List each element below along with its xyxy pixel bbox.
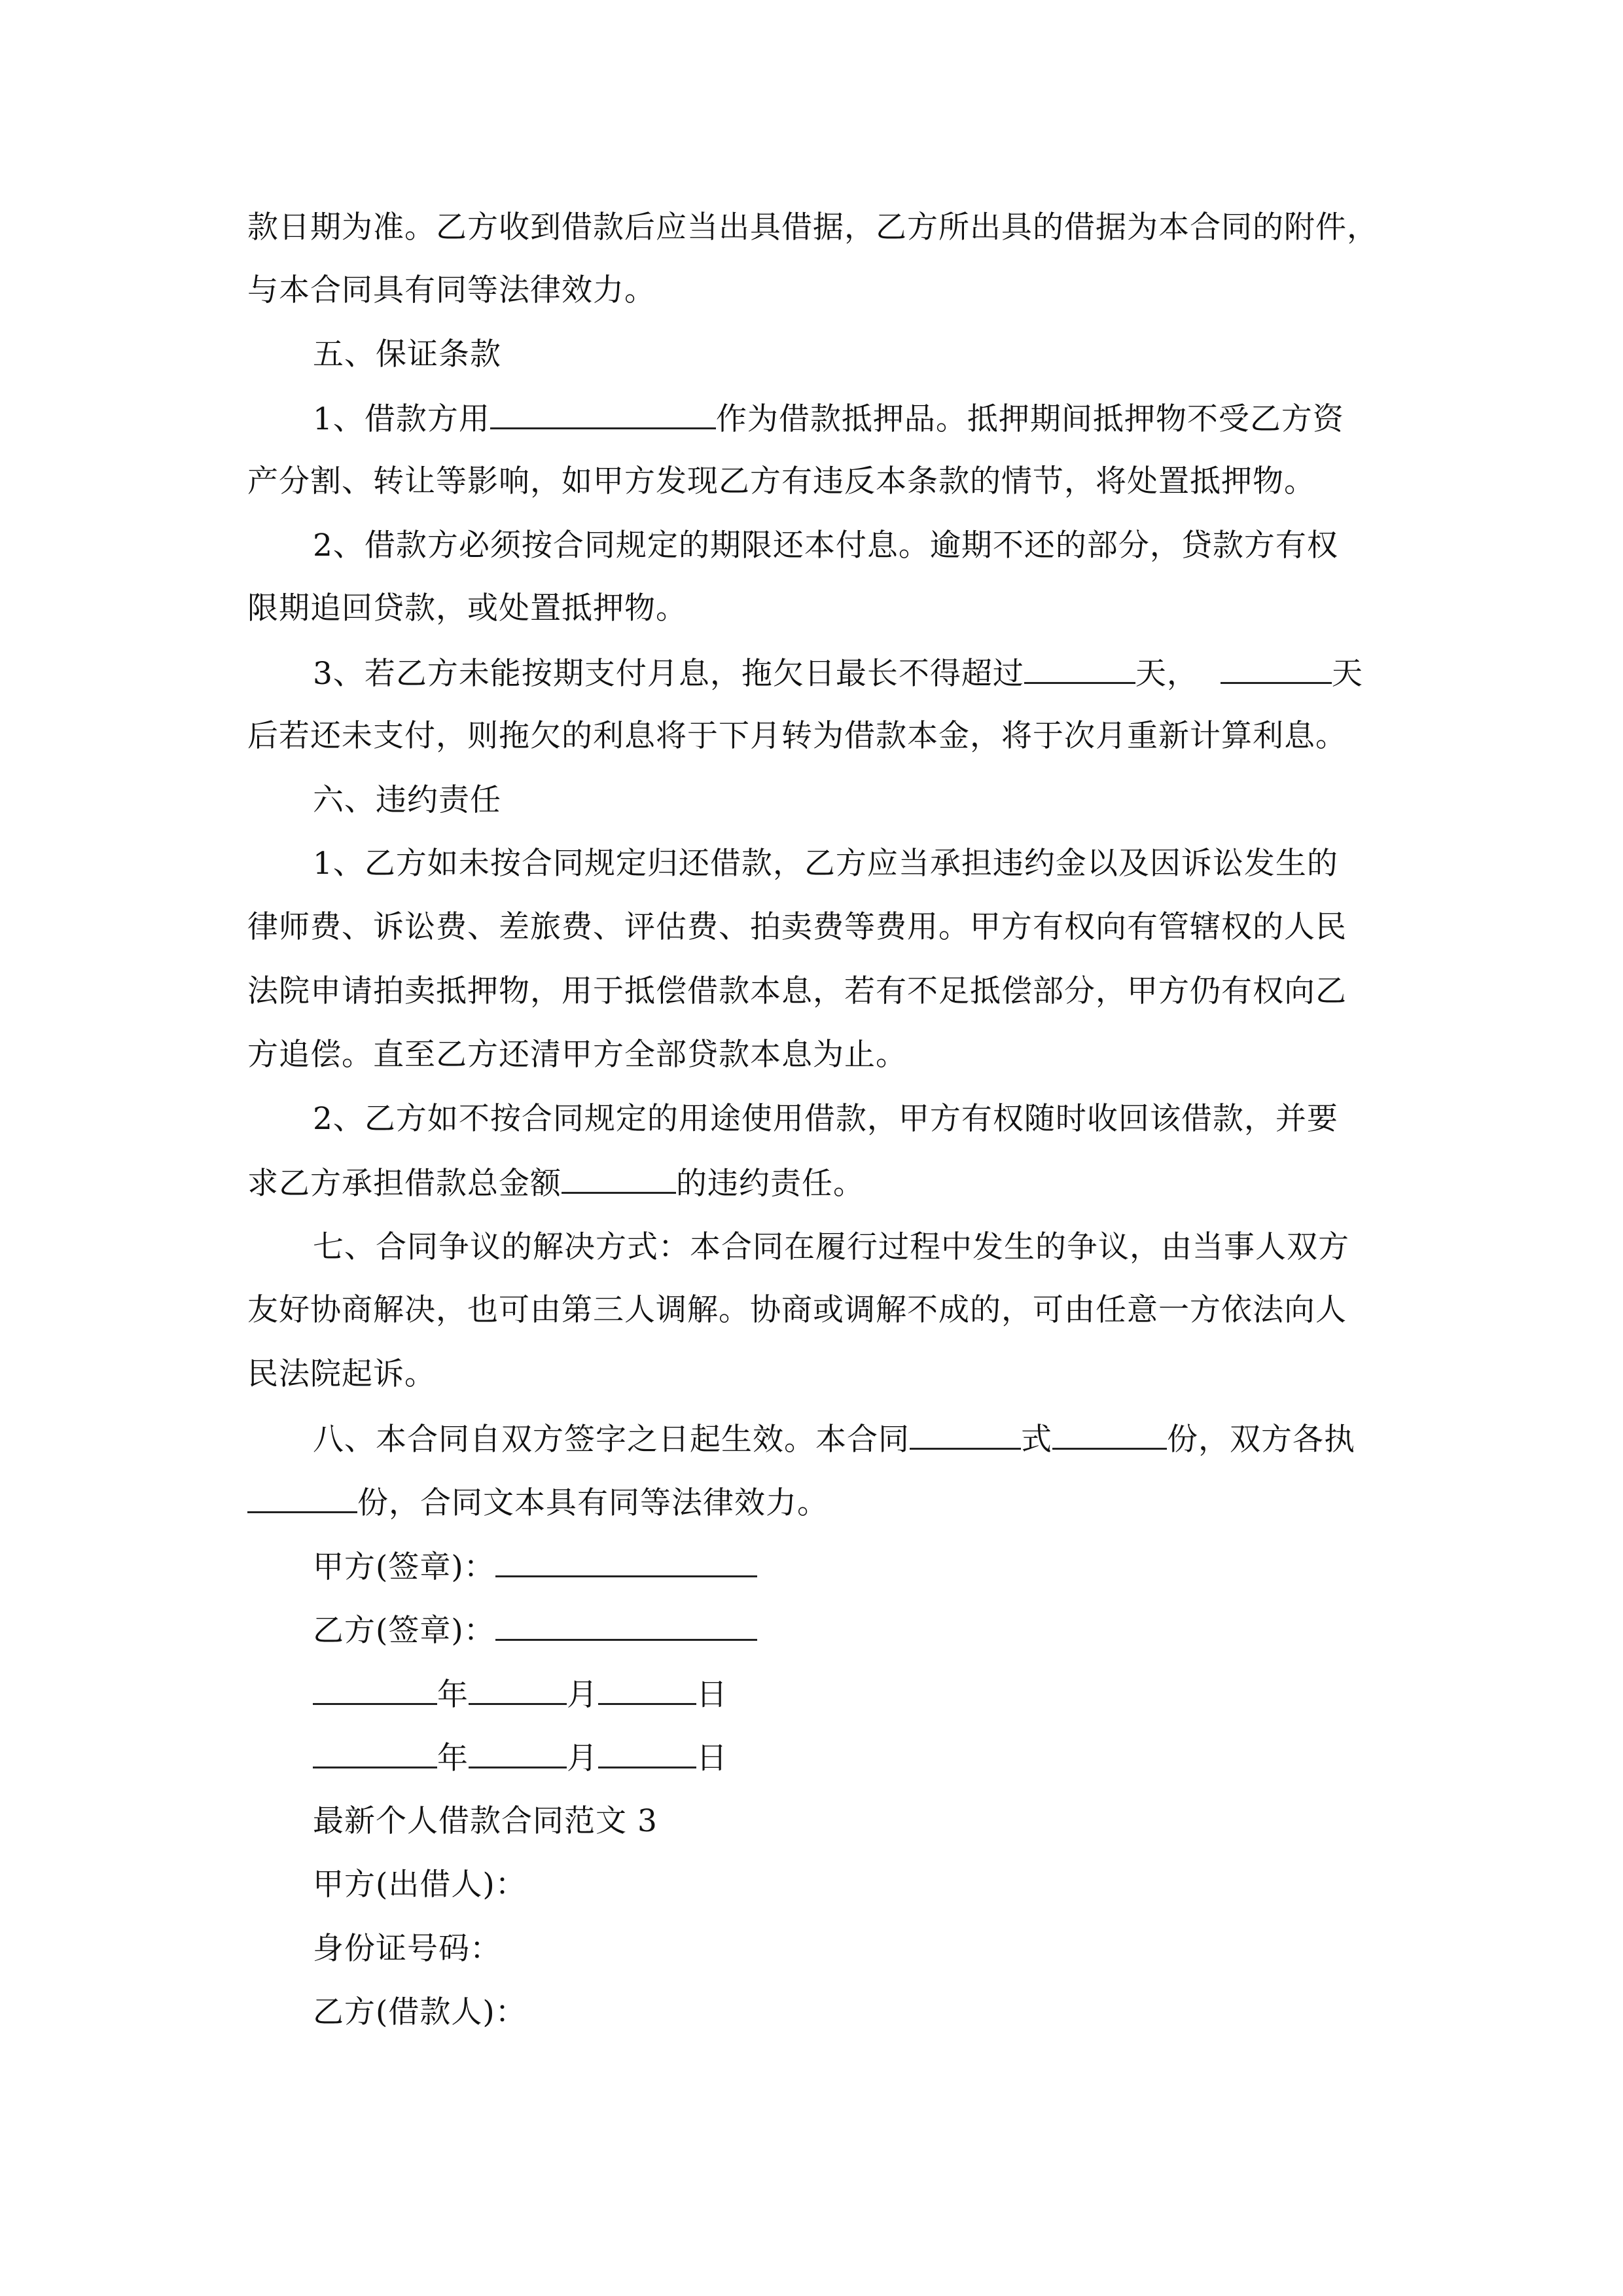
text-line	[247, 208, 1400, 247]
text-span: 限期追回贷款，或处置抵押物。	[247, 590, 687, 626]
text-span: 与本合同具有同等法律效力。	[247, 272, 656, 308]
text-line	[313, 526, 1400, 565]
text-line	[247, 972, 1400, 1011]
signature-line-party-a	[313, 1547, 1400, 1586]
blank-line	[313, 1674, 437, 1705]
signature-blank	[495, 1610, 757, 1641]
text-span: 七、合同争议的解决方式：本合同在履行过程中发生的争议，由当事人双方	[313, 1229, 1349, 1265]
text-span: 份，合同文本具有同等法律效力。	[357, 1485, 829, 1521]
text-span: 天，	[1135, 656, 1198, 692]
text-line	[247, 1355, 1400, 1394]
blank-line	[598, 1674, 696, 1705]
text-span: 作为借款抵押品。抵押期间抵押物不受乙方资	[715, 401, 1344, 437]
section-heading	[313, 781, 1400, 820]
date-line	[313, 1738, 1400, 1777]
text-line	[313, 653, 1400, 692]
text-line	[313, 399, 1400, 438]
text-span: 甲方(签章)：	[313, 1549, 495, 1585]
text-span: 律师费、诉讼费、差旅费、评估费、拍卖费等费用。甲方有权向有管辖权的人民	[247, 909, 1347, 945]
text-span: 八、本合同自双方签字之日起生效。本合同	[313, 1422, 910, 1458]
field-label-lender	[313, 1865, 1400, 1905]
text-span: 月	[567, 1740, 598, 1776]
text-span: 2、乙方如不按合同规定的用途使用借款，甲方有权随时收回该借款，并要	[313, 1101, 1338, 1137]
text-line	[247, 908, 1400, 947]
blank-line	[313, 1738, 437, 1768]
blank-line	[247, 1482, 357, 1513]
text-line	[247, 1482, 1400, 1522]
text-span: 五、保证条款	[313, 336, 501, 372]
text-line	[313, 1228, 1400, 1267]
text-span: 求乙方承担借款总金额	[247, 1166, 562, 1202]
text-span: 六、违约责任	[313, 782, 501, 818]
text-span: 日	[696, 1677, 728, 1713]
document-subtitle	[313, 1802, 1400, 1841]
blank-line	[1052, 1419, 1167, 1450]
text-line	[247, 462, 1400, 501]
text-span: 天	[1331, 656, 1363, 692]
text-span: 友好协商解决，也可由第三人调解。协商或调解不成的，可由任意一方依法向人	[247, 1292, 1347, 1328]
text-span: 月	[567, 1677, 598, 1713]
text-span: 年	[437, 1677, 469, 1713]
text-span: 2、借款方必须按合同规定的期限还本付息。逾期不还的部分，贷款方有权	[313, 528, 1338, 564]
signature-line-party-b	[313, 1610, 1400, 1649]
blank-line	[562, 1163, 676, 1194]
text-line	[247, 1163, 1400, 1202]
text-line	[313, 844, 1400, 884]
field-label-borrower	[313, 1993, 1400, 2032]
text-line	[247, 589, 1400, 628]
blank-line	[598, 1738, 696, 1768]
blank-line	[490, 399, 716, 429]
text-span: 款日期为准。乙方收到借款后应当出具借据，乙方所出具的借据为本合同的附件，	[247, 209, 1378, 245]
text-span: 1、乙方如未按合同规定归还借款，乙方应当承担违约金以及因诉讼发生的	[313, 846, 1338, 882]
text-span: 份，双方各执	[1167, 1422, 1355, 1458]
section-heading	[313, 335, 1400, 374]
field-label-id-number	[313, 1929, 1400, 1969]
text-span: 日	[696, 1740, 728, 1776]
text-span: 甲方(出借人)：	[313, 1867, 527, 1903]
blank-line	[1024, 653, 1135, 684]
text-span: 产分割、转让等影响，如甲方发现乙方有违反本条款的情节，将处置抵押物。	[247, 463, 1315, 499]
text-span: 方追偿。直至乙方还清甲方全部贷款本息为止。	[247, 1037, 907, 1073]
blank-line	[910, 1419, 1021, 1450]
text-line	[247, 717, 1400, 756]
text-span: 的违约责任。	[676, 1166, 865, 1202]
text-span: 1、借款方用	[313, 401, 490, 437]
text-line	[247, 271, 1400, 310]
blank-line	[1221, 653, 1332, 684]
text-span: 民法院起诉。	[247, 1356, 436, 1392]
signature-blank	[495, 1547, 757, 1577]
text-line	[313, 1419, 1400, 1458]
text-span: 乙方(签章)：	[313, 1613, 495, 1649]
text-line	[313, 1100, 1400, 1139]
text-span: 年	[437, 1740, 469, 1776]
text-span: 式	[1021, 1422, 1052, 1458]
text-span: 后若还未支付，则拖欠的利息将于下月转为借款本金，将于次月重新计算利息。	[247, 718, 1347, 754]
date-line	[313, 1674, 1400, 1713]
text-span: 法院申请拍卖抵押物，用于抵偿借款本息，若有不足抵偿部分，甲方仍有权向乙	[247, 973, 1347, 1009]
text-span: 身份证号码：	[313, 1931, 501, 1967]
text-line	[247, 1035, 1400, 1075]
blank-line	[469, 1674, 567, 1705]
text-span: 最新个人借款合同范文 3	[313, 1803, 658, 1839]
text-span: 3、若乙方未能按期支付月息，拖欠日最长不得超过	[313, 656, 1024, 692]
text-span: 乙方(借款人)：	[313, 1994, 527, 2030]
text-line	[247, 1291, 1400, 1330]
blank-line	[469, 1738, 567, 1768]
